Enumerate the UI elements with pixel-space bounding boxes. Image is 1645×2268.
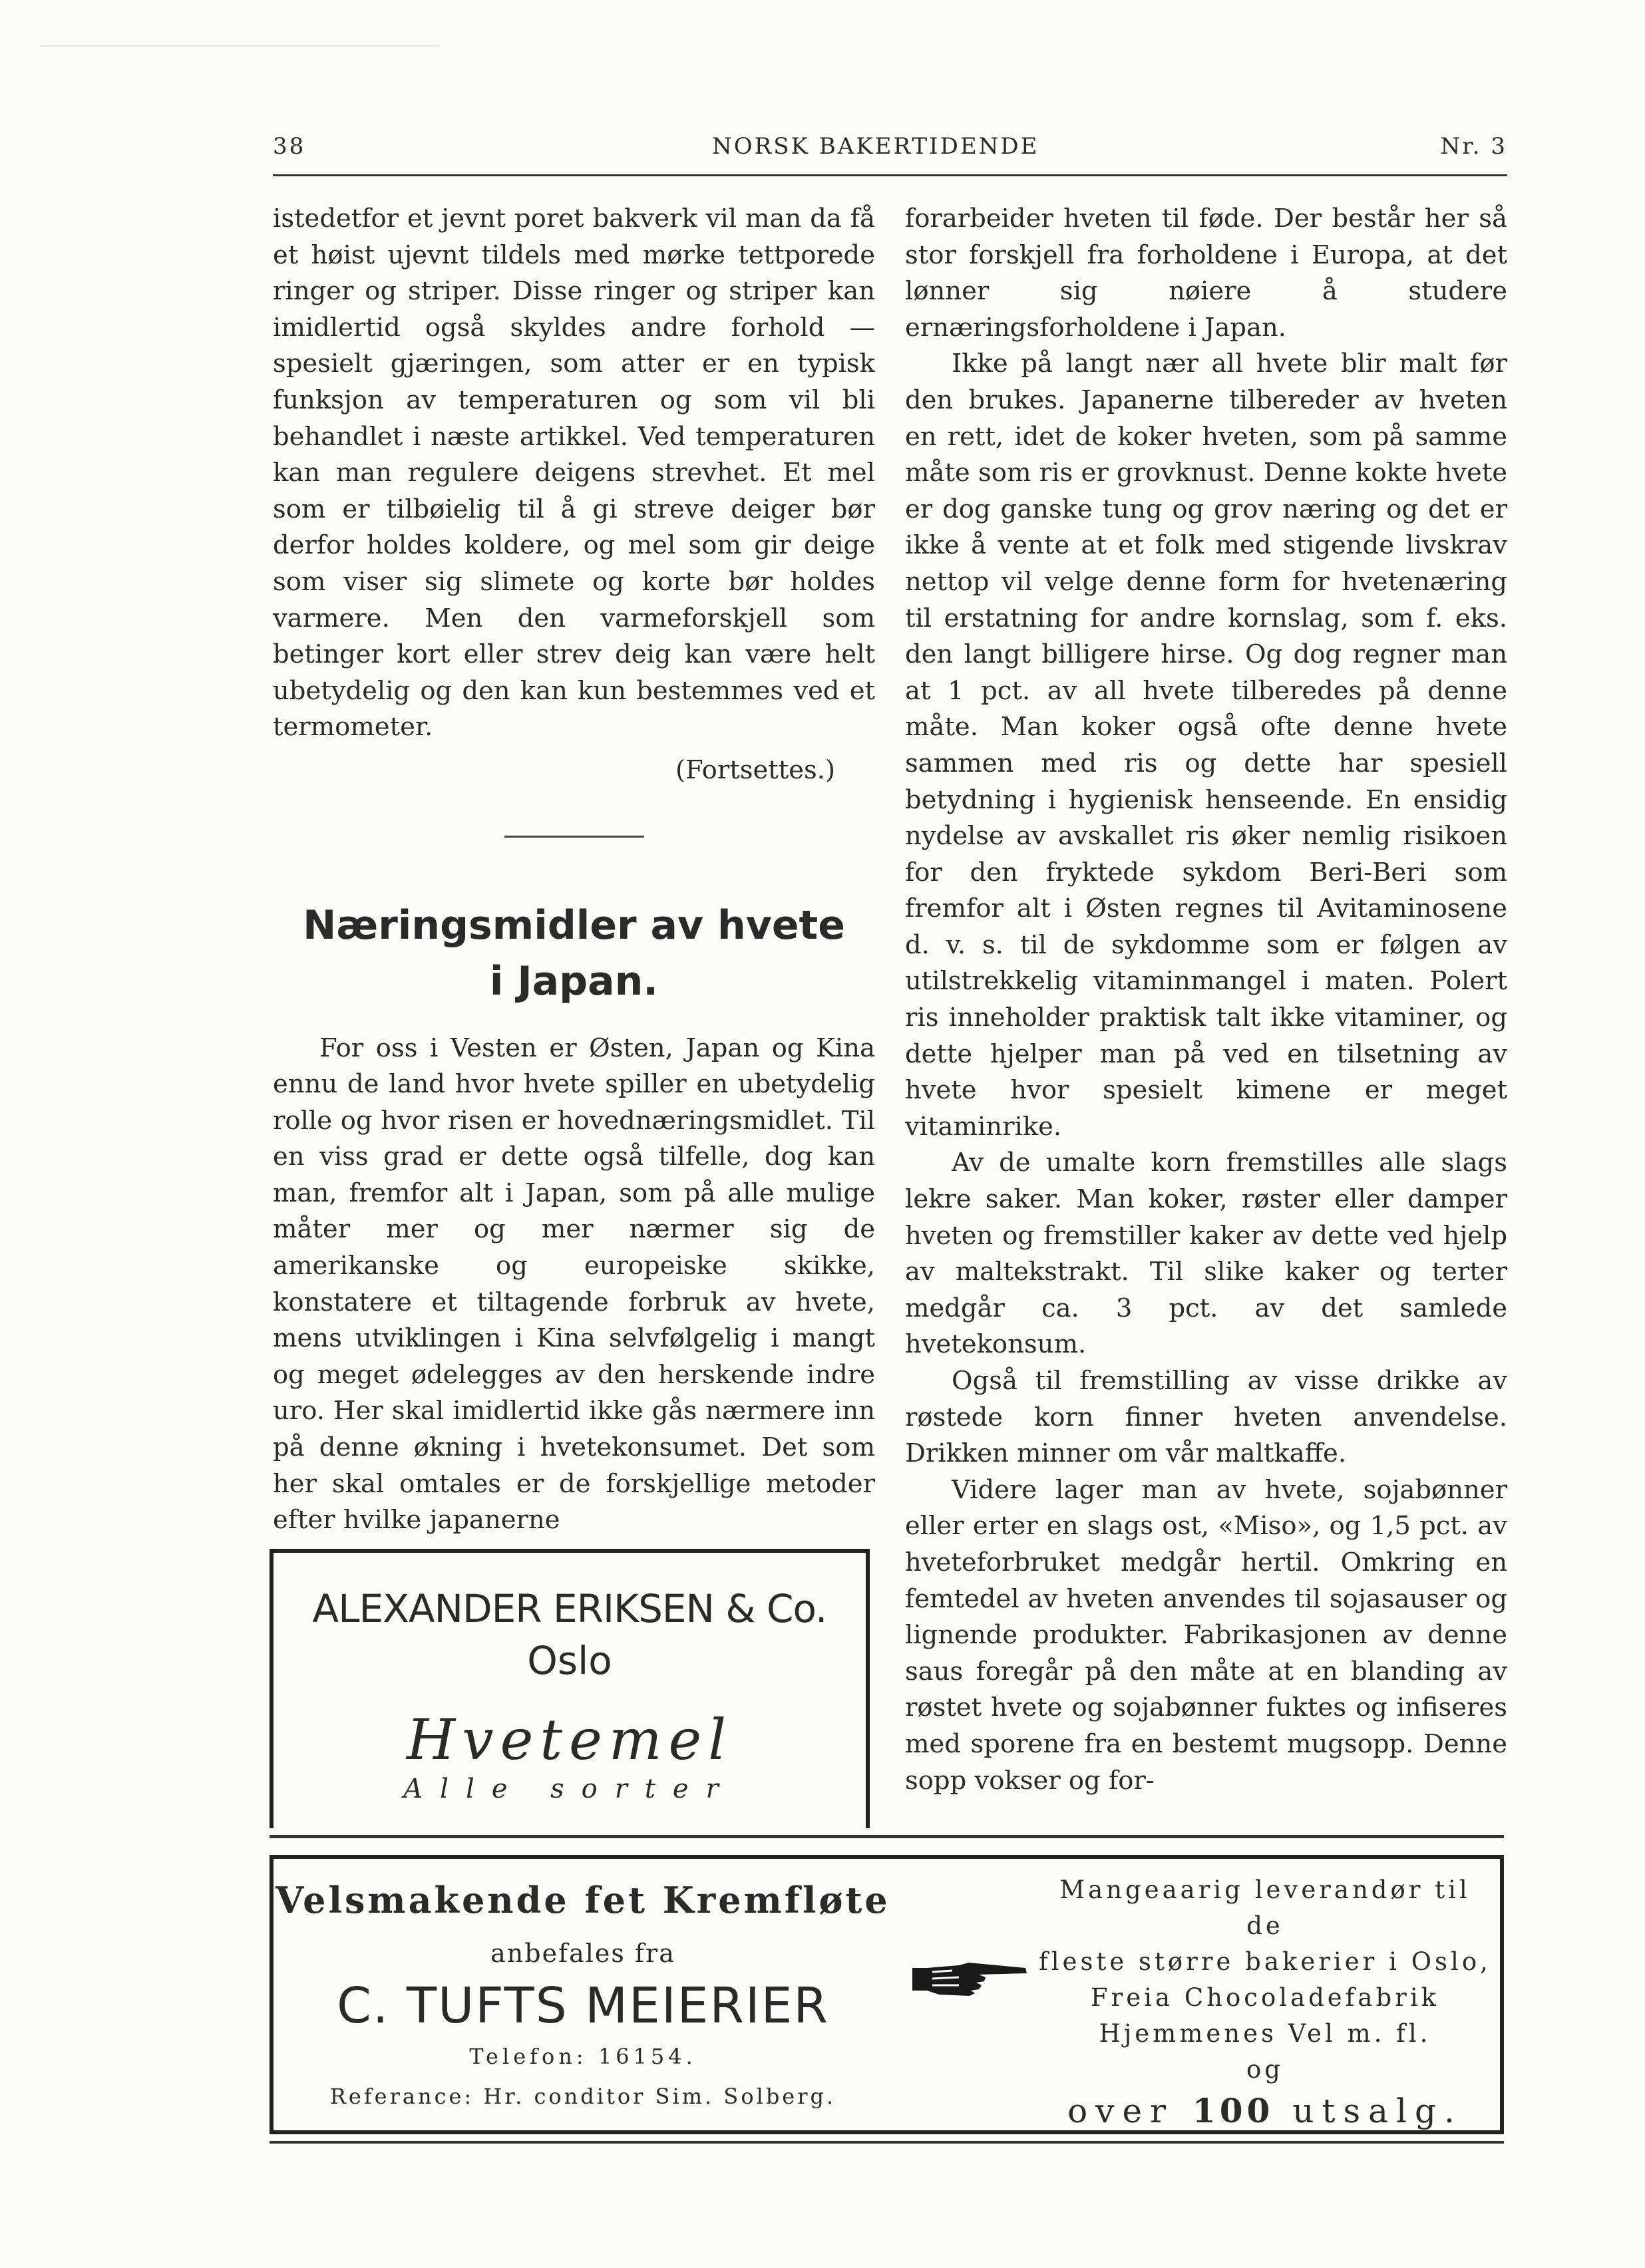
ad-tufts-right bbox=[1039, 1872, 1491, 2129]
article-paragraph: Av de umalte korn fremstilles alle slags lekre saker. Man koker, røster eller damper hveten og fremstiller kaker av dette ved hjelp av maltekstrakt. Til slike kaker og terter medgår ca. 3 pct. av det samlede hvetekonsum. bbox=[905, 1148, 1507, 1360]
ad-right-line: og bbox=[1246, 2055, 1284, 2084]
article-title bbox=[273, 897, 875, 1009]
page-header bbox=[273, 133, 1507, 173]
ad-phone: Telefon: 16154. bbox=[469, 2044, 697, 2069]
advertisement-eriksen bbox=[270, 1549, 870, 1828]
ad-bottom-rule bbox=[270, 2141, 1504, 2144]
section-divider bbox=[504, 836, 644, 838]
ad-recommended: anbefales fra bbox=[490, 1939, 675, 1968]
ad-right-line: Hjemmenes Vel m. fl. bbox=[1099, 2019, 1431, 2048]
article-paragraph: Videre lager man av hvete, sojabønner eller erter en slags ost, «Miso», og 1,5 pct. av hveteforbruket medgår hertil. Omkring en femtedel av hveten anvendes til sojasauser og lignende produkter. Fabrikasjonen av denne saus foregår på den måte at en blanding av røstet hvete og sojabønner fuktes og infiseres med sporene fra en bestemt mugsopp. Denne sopp vokser og for- bbox=[905, 1474, 1507, 1796]
continued-note: (Fortsettes.) bbox=[675, 754, 835, 785]
ad-right-line: fleste større bakerier i Oslo, bbox=[1039, 1947, 1491, 1976]
page-number: 38 bbox=[273, 133, 306, 160]
advertisement-tufts bbox=[270, 1855, 1504, 2134]
scan-artifact bbox=[40, 45, 439, 47]
article-paragraph: For oss i Vesten er Østen, Japan og Kina ennu de land hvor hvete spiller en ubetydelig rolle og hvor risen er hovednæringsmidlet. Til en viss grad er dette også tilfelle, dog kan man, fremfor alt i Japan, som på alle mulige måter mer og mer nærmer sig de amerikanske og europeiske skikke, konstatere et tiltagende forbruk av hvete, mens utviklingen i Kina selvfølgelig i mangt og meget ødelegges av den herskende indre uro. Her skal imidlertid ikke gås nærmere inn på denne økning i hvetekonsumet. Det som her skal omtales er de forskjellige metoder efter hvilke japanerne bbox=[273, 1033, 875, 1536]
article-paragraph: forarbeider hveten til føde. Der består her så stor forskjell fra forholdene i Europa, at det lønner sig nøiere å studere ernæringsforholdene i Japan. bbox=[905, 204, 1507, 343]
ad-tufts-left bbox=[274, 1859, 892, 2109]
ad-headline: Velsmakende fet Kremfløte bbox=[275, 1879, 890, 1921]
ad-right-line: Freia Chocoladefabrik bbox=[1090, 1983, 1440, 2012]
ad-product: Hvetemel bbox=[406, 1707, 733, 1772]
ad-reference: Referance: Hr. conditor Sim. Solberg. bbox=[329, 2084, 836, 2109]
ad-company-name: ALEXANDER ERIKSEN & Co. bbox=[312, 1586, 827, 1631]
ad-outlets-line bbox=[1039, 2093, 1491, 2129]
article-title-line-1: Næringsmidler av hvete bbox=[303, 901, 845, 949]
ad-variety: Alle sorter bbox=[403, 1774, 736, 1804]
left-column bbox=[273, 201, 875, 1539]
publication-title: NORSK BAKERTIDENDE bbox=[712, 133, 1039, 160]
continued-paragraph: istedetfor et jevnt poret bakverk vil man da få et høist ujevnt tildels med mørke tettporede ringer og striper. Disse ringer og striper kan imidlertid også skyldes andre forhold — spesielt gjæringen, som atter er en typisk funksjon av temperaturen og som vil bli behandlet i næste artikkel. Ved temperaturen kan man regulere deigens strevhet. Et mel som er tilbøielig til å gi streve deiger bør derfor holdes koldere, og mel som gir deige som viser sig slimete og korte bør holdes varmere. Men den varmeforskjell som betinger kort eller strev deig kan være helt ubetydelig og den kan kun bestemmes ved et termometer. bbox=[273, 204, 875, 742]
pointing-hand-icon bbox=[912, 1959, 1032, 1999]
ad-right-line: Mangeaarig leverandør til de bbox=[1059, 1875, 1471, 1940]
right-column bbox=[905, 201, 1507, 1799]
issue-number: Nr. 3 bbox=[1440, 133, 1507, 160]
header-rule bbox=[273, 174, 1507, 176]
ad-outlets-prefix: over bbox=[1067, 2092, 1174, 2130]
ad-company-name: C. TUFTS MEIERIER bbox=[337, 1977, 829, 2034]
article-paragraph: Også til fremstilling av visse drikke av røstede korn finner hveten anvendelse. Drikken minner om vår maltkaffe. bbox=[905, 1366, 1507, 1469]
ad-outlets-number: 100 bbox=[1192, 2091, 1274, 2130]
article-title-line-2: i Japan. bbox=[489, 957, 659, 1005]
ad-separator-rule bbox=[270, 1835, 1504, 1838]
article-paragraph: Ikke på langt nær all hvete blir malt før den brukes. Japanerne tilbereder av hveten en rett, idet de koker hveten, som på samme måte som ris er grovknust. Denne kokte hvete er dog ganske tung og grov næring og det er ikke å vente at et folk med stigende livskrav nettop vil velge denne form for hvetenæring til erstatning for andre kornslag, som f. eks. den langt billigere hirse. Og dog regner man at 1 pct. av all hvete tilberedes på denne måte. Man koker også ofte denne hvete sammen med ris og dette har spesiell betydning i hygienisk henseende. En ensidig nydelse av avskallet ris øker nemlig risikoen for den fryktede sykdom Beri-Beri som fremfor alt i Østen regnes til Avitaminosene d. v. s. til de sykdomme som er følgen av utilstrekkelig vitaminmangel i maten. Polert ris inneholder praktisk talt ikke vitaminer, og dette hjelper man på ved en tilsetning av hvete hvor spesielt kimene er meget vitaminrike. bbox=[905, 349, 1507, 1142]
ad-outlets-suffix: utsalg. bbox=[1292, 2092, 1463, 2130]
ad-city: Oslo bbox=[527, 1638, 612, 1683]
